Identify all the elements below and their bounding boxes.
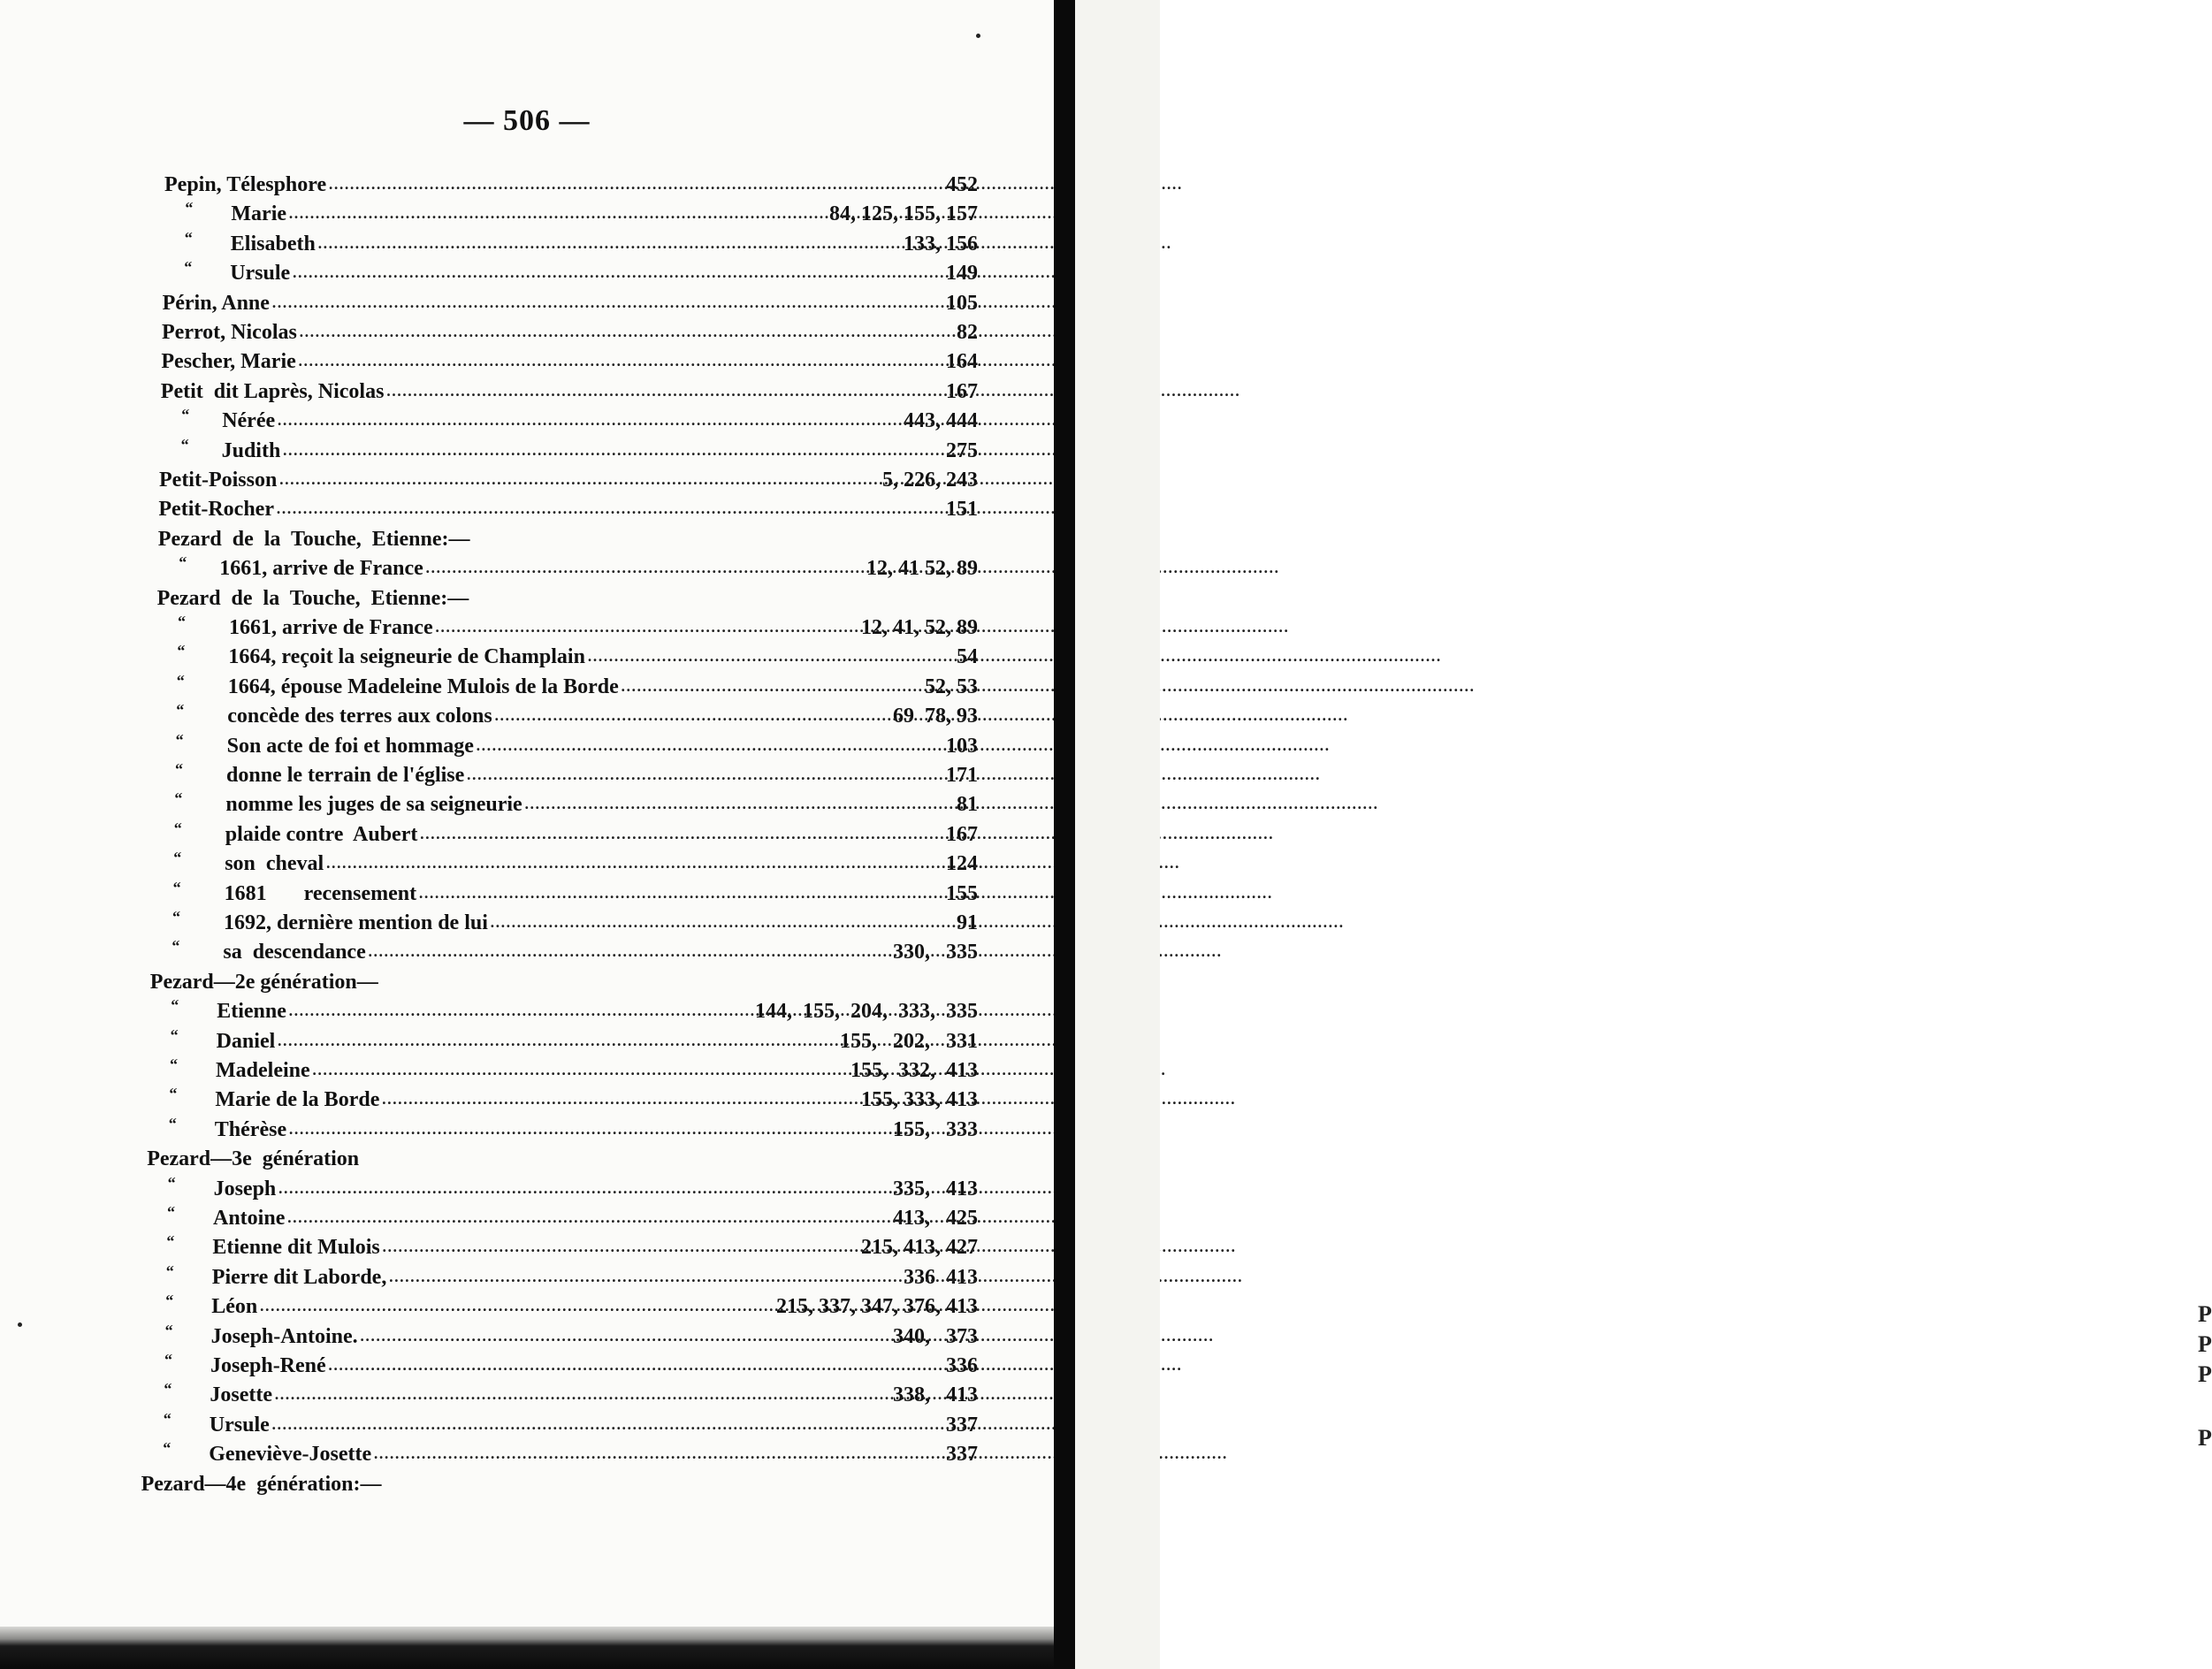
page-references: 215, 337, 347, 376, 413	[775, 1295, 978, 1319]
page-references: 337	[945, 1443, 978, 1467]
ditto-mark: “	[170, 1056, 178, 1073]
dot-leader	[298, 348, 944, 372]
dot-leader	[277, 408, 902, 431]
dot-leader	[282, 438, 944, 461]
entry-label: Joseph-René	[210, 1354, 326, 1377]
ditto-mark: “	[166, 1232, 175, 1251]
page-references: 12, 41, 52, 89	[861, 616, 978, 639]
page-references: 155, 333	[892, 1117, 978, 1141]
index-subentry	[164, 1320, 978, 1349]
entry-label: Nérée	[222, 409, 276, 433]
entry-label: 1664, reçoit la seigneurie de Champlain	[228, 645, 585, 669]
page-references: 171	[946, 764, 978, 787]
ditto-mark: “	[173, 819, 182, 837]
page-references: 336	[946, 1354, 978, 1377]
ditto-mark: “	[164, 1351, 172, 1368]
dot-leader	[373, 1441, 944, 1465]
dot-leader	[328, 171, 944, 195]
index-subentry	[166, 1231, 978, 1260]
dot-leader	[418, 880, 944, 904]
entry-label: Ursule	[230, 262, 291, 286]
index-subentry	[172, 935, 978, 964]
entry-label: Petit dit Laprès, Nicolas	[160, 379, 385, 403]
page-references: 335, 413	[892, 1177, 978, 1200]
entry-label: Daniel	[216, 1029, 276, 1053]
entry-label: donne le terrain de l'église	[226, 764, 465, 787]
dot-leader	[587, 644, 955, 667]
ditto-mark: “	[163, 1409, 172, 1428]
page-references: 54	[956, 645, 978, 669]
ditto-mark: “	[184, 258, 193, 277]
page-references: 337	[945, 1413, 978, 1437]
dot-leader	[494, 703, 891, 727]
ditto-mark: “	[179, 553, 187, 572]
dot-leader	[360, 1323, 891, 1347]
page-references: 413, 425	[893, 1207, 978, 1230]
page-references: 155, 333, 413	[860, 1088, 978, 1112]
entry-label: Pezard de la Touche, Etienne:—	[156, 586, 469, 610]
ditto-mark: “	[165, 1292, 174, 1310]
index-entry	[163, 286, 978, 316]
entry-label: Madeleine	[216, 1059, 310, 1082]
entry-label: 1661, arrive de France	[219, 557, 423, 581]
entry-label: Marie de la Borde	[215, 1088, 380, 1112]
index-entry	[162, 316, 978, 345]
page-references: 91	[957, 911, 978, 934]
ditto-mark: “	[181, 406, 190, 424]
page-references: 84, 125, 155, 157	[828, 202, 978, 226]
ditto-mark: “	[164, 1380, 172, 1398]
page-references: 164	[945, 350, 978, 374]
index-entry	[141, 1467, 978, 1497]
index-entry	[158, 492, 978, 522]
ditto-mark: “	[184, 228, 193, 247]
entry-label: Petit-Poisson	[159, 469, 278, 492]
dot-leader	[382, 1234, 859, 1258]
entry-label: Etienne dit Mulois	[212, 1236, 380, 1260]
entry-label: 1661, arrive de France	[229, 616, 433, 639]
entry-label: son cheval	[225, 852, 324, 876]
index-entry	[150, 965, 978, 995]
print-speck	[18, 1322, 22, 1327]
ditto-mark: “	[176, 701, 185, 720]
facing-page-letter: P	[2198, 1331, 2212, 1357]
ditto-mark: “	[163, 1439, 172, 1458]
index-subentry	[170, 1025, 978, 1054]
entry-label: Pezard—4e génération:—	[141, 1472, 382, 1496]
dot-leader	[278, 467, 881, 491]
dot-leader	[277, 1028, 838, 1052]
book-page	[0, 0, 1054, 1627]
index-subentry	[180, 434, 978, 463]
index-subentry	[174, 788, 978, 817]
page-references: 155	[945, 881, 978, 905]
entry-label: concède des terres aux colons	[227, 705, 492, 728]
page-references: 443, 444	[903, 409, 978, 433]
page-references: 275	[945, 438, 978, 462]
ditto-mark: “	[174, 789, 183, 808]
index-subentry	[173, 818, 978, 847]
scan-bottom-edge	[0, 1627, 1054, 1669]
entry-label: 1681 recensement	[224, 881, 417, 905]
ditto-mark: “	[170, 1025, 179, 1044]
entry-label: Antoine	[213, 1207, 286, 1230]
ditto-mark: “	[169, 1085, 178, 1103]
index-subentry	[179, 552, 978, 581]
dot-leader	[288, 998, 753, 1022]
entry-label: Pepin, Télesphore	[164, 173, 327, 196]
dot-leader	[328, 1353, 944, 1376]
dot-leader	[271, 290, 944, 314]
dot-leader	[476, 733, 944, 757]
print-speck	[976, 34, 980, 38]
ditto-mark: “	[177, 642, 186, 660]
page-references: 151	[945, 498, 978, 522]
entry-label: Josette	[210, 1383, 273, 1407]
index-entry	[161, 375, 978, 404]
index-subentry	[165, 1261, 978, 1290]
index-subentry	[172, 906, 978, 935]
page-references: 124	[945, 852, 978, 876]
dot-leader	[276, 496, 944, 520]
dot-leader	[621, 674, 923, 697]
dot-leader	[466, 762, 944, 786]
dot-leader	[388, 1264, 902, 1288]
page-references: 52, 53	[924, 674, 978, 698]
dot-leader	[274, 1382, 891, 1406]
entry-label: 1664, épouse Madeleine Mulois de la Borde	[227, 674, 619, 698]
index-subentry	[176, 699, 978, 728]
dot-leader	[419, 821, 944, 845]
page-references: 167	[945, 822, 978, 846]
index-subentry	[178, 611, 978, 640]
index-subentry	[163, 1408, 978, 1437]
ditto-mark: “	[171, 996, 179, 1015]
page-references: 330, 335	[892, 941, 978, 964]
entry-label: Judith	[221, 438, 281, 462]
dot-leader	[286, 1205, 891, 1229]
dot-leader	[425, 555, 865, 579]
index-entry	[157, 582, 978, 611]
entry-label: 1692, dernière mention de lui	[224, 911, 488, 934]
index-subentry	[169, 1083, 978, 1112]
index-subentry	[185, 197, 978, 226]
ditto-mark: “	[175, 760, 183, 778]
dot-leader	[325, 850, 944, 874]
index-subentry	[164, 1378, 978, 1407]
dot-leader	[278, 1176, 891, 1200]
entry-label: Etienne	[217, 1000, 286, 1024]
index-subentry	[176, 670, 978, 699]
page-references: 12, 41 52, 89	[866, 557, 978, 581]
ditto-mark: “	[167, 1203, 175, 1221]
dot-leader	[435, 614, 859, 638]
page-references: 82	[957, 321, 978, 344]
index-subentry	[172, 877, 978, 906]
facing-page-letter: P	[2198, 1425, 2212, 1451]
index-entry	[158, 522, 978, 552]
book-spine-shadow	[1054, 0, 1075, 1669]
entry-label: sa descendance	[223, 941, 366, 964]
page-number: — 506 —	[463, 104, 591, 137]
index-subentry	[167, 1172, 978, 1201]
ditto-mark: “	[172, 878, 181, 896]
entry-label: Elisabeth	[230, 232, 316, 255]
dot-leader	[385, 378, 944, 402]
facing-page-edge	[1075, 0, 2212, 1669]
entry-label: Son acte de foi et hommage	[226, 734, 474, 758]
entry-label: plaide contre Aubert	[225, 822, 418, 846]
ditto-mark: “	[168, 1114, 177, 1132]
ditto-mark: “	[185, 199, 194, 217]
page-references: 5, 226, 243	[882, 469, 978, 492]
index-subentry	[170, 1054, 978, 1083]
index-subentry	[184, 256, 978, 286]
page-references: 144, 155, 204, 333, 335	[754, 1000, 978, 1024]
entry-label: Marie	[231, 202, 287, 226]
page-references: 81	[956, 793, 978, 817]
dot-leader	[292, 260, 944, 284]
entry-label: Périn, Anne	[162, 291, 270, 315]
index-entry	[147, 1142, 978, 1171]
ditto-mark: “	[176, 671, 185, 690]
index-subentry	[163, 1437, 978, 1467]
dot-leader	[288, 1116, 891, 1140]
page-references: 149	[945, 262, 978, 286]
index-subentry	[175, 758, 978, 788]
page-references: 105	[945, 291, 978, 315]
ditto-mark: “	[165, 1261, 174, 1280]
index-subentry	[171, 995, 978, 1024]
ditto-mark: “	[172, 937, 180, 956]
dot-leader	[368, 939, 891, 963]
dot-leader	[288, 201, 828, 225]
index-subentry	[167, 1201, 978, 1231]
page-references: 155, 202, 331	[839, 1029, 978, 1053]
ditto-mark: “	[167, 1173, 176, 1192]
entry-label: Léon	[211, 1295, 258, 1319]
page-references: 167	[945, 379, 978, 403]
page-references: 340, 373	[892, 1324, 978, 1348]
entry-label: Joseph-Antoine.	[210, 1324, 358, 1348]
index-subentry	[181, 404, 978, 433]
facing-page-letter: P	[2198, 1361, 2212, 1387]
entry-label: nomme les juges de sa seigneurie	[225, 793, 522, 817]
ditto-mark: “	[180, 435, 189, 453]
page-references: 133, 156	[903, 232, 978, 255]
entry-label: Geneviève-Josette	[209, 1443, 372, 1467]
entry-label: Pezard de la Touche, Etienne:—	[157, 527, 470, 551]
entry-label: Ursule	[209, 1413, 270, 1437]
page-references: 103	[945, 734, 978, 758]
index-entry	[161, 345, 978, 374]
index-subentry	[165, 1290, 978, 1319]
dot-leader	[381, 1086, 859, 1110]
index-entry	[164, 168, 978, 197]
index-subentry	[173, 847, 978, 876]
page-references: 452	[946, 173, 978, 196]
entry-label: Perrot, Nicolas	[162, 321, 297, 344]
entry-label: Pezard—3e génération	[147, 1147, 360, 1171]
entry-label: Joseph	[213, 1177, 277, 1200]
page-references: 155, 332, 413	[850, 1059, 978, 1082]
ditto-mark: “	[175, 730, 184, 749]
index-subentry	[184, 227, 978, 256]
index-subentry	[175, 729, 978, 758]
dot-leader	[312, 1057, 849, 1081]
dot-leader	[299, 319, 955, 343]
page-references: 215, 413, 427	[860, 1236, 978, 1260]
index-subentry	[168, 1113, 978, 1142]
page-references: 69 78, 93	[892, 705, 978, 728]
dot-leader	[317, 231, 902, 255]
ditto-mark: “	[172, 908, 180, 926]
dot-leader	[259, 1293, 774, 1317]
ditto-mark: “	[173, 849, 182, 867]
entry-label: Pierre dit Laborde,	[211, 1265, 387, 1289]
dot-leader	[524, 791, 955, 815]
ditto-mark: “	[164, 1321, 173, 1339]
facing-page-letter: P	[2198, 1301, 2212, 1327]
entry-label: Petit-Rocher	[158, 498, 274, 522]
entry-label: Thérèse	[214, 1117, 287, 1141]
page-references: 336 413	[903, 1265, 978, 1289]
dot-leader	[490, 910, 955, 934]
index-subentry	[164, 1349, 978, 1378]
dot-leader	[271, 1412, 944, 1436]
index-entry	[159, 463, 978, 492]
page-references: 338, 413	[892, 1383, 978, 1407]
entry-label: Pescher, Marie	[161, 350, 296, 374]
entry-label: Pezard—2e génération—	[149, 970, 378, 994]
index-subentry	[177, 640, 978, 669]
ditto-mark: “	[178, 613, 186, 630]
